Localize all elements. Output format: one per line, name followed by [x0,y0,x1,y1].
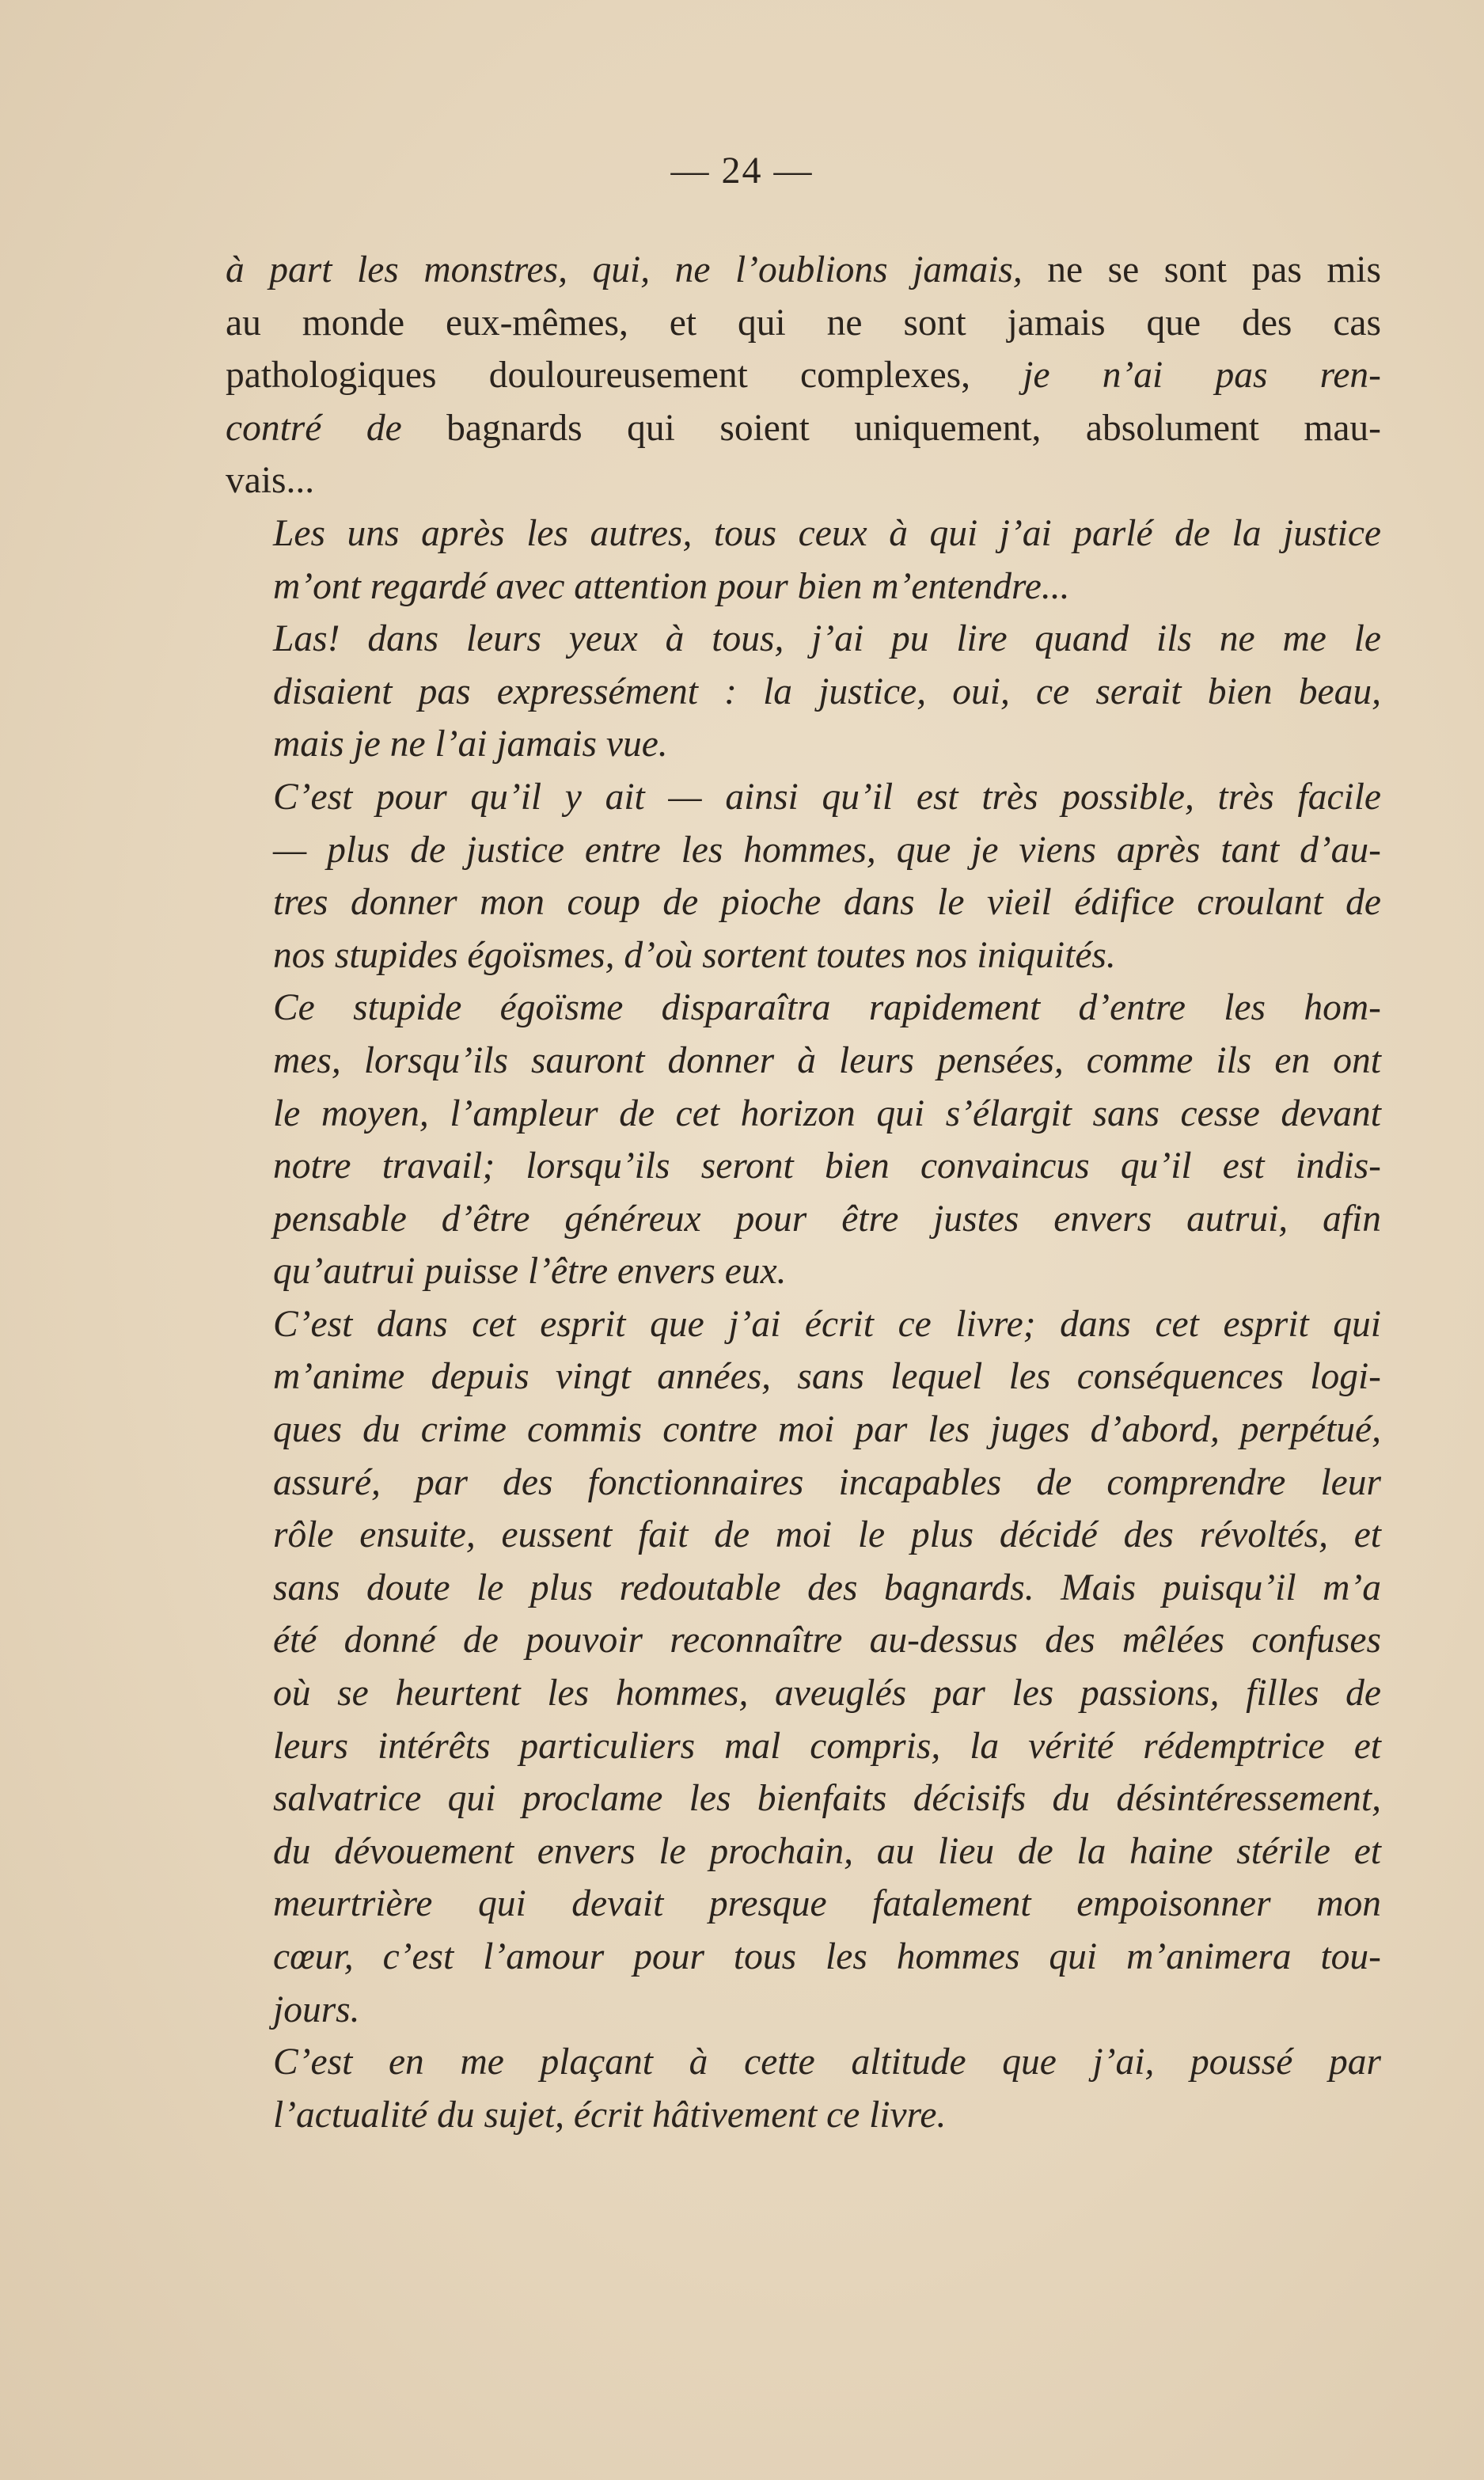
text-line [226,1088,1381,1141]
text-segment: l’actualité du sujet, écrit hâtivement ce livre. [273,2094,947,2136]
text-segment: je n’ai pas ren- [1023,355,1382,397]
text-line [226,1245,1381,1298]
text-segment: été donné de pouvoir reconnaître au-dessus des mêlées confuses [273,1620,1381,1662]
text-line [226,349,1381,402]
text-segment: C’est en me plaçant à cette altitude que j’ai, poussé par [273,2041,1381,2083]
text-line [226,1140,1381,1193]
text-line [226,560,1381,613]
text-segment: m’ont regardé avec attention pour bien m’entendre... [273,565,1070,607]
text-segment: à part les monstres, qui, ne l’oublions jamais, [226,249,1023,291]
text-line [226,1298,1381,1351]
text-segment: ne se sont pas mis [1022,249,1381,291]
text-segment: Les uns après les autres, tous ceux à qui j’ai parlé de la justice [273,512,1381,554]
text-segment: ques du crime commis contre moi par les juges d’abord, perpétué, [273,1409,1381,1451]
text-segment: notre travail; lorsqu’ils seront bien convaincus qu’il est indis- [273,1145,1381,1187]
body-text [226,244,1381,2141]
text-line [226,1984,1381,2037]
text-line [226,1878,1381,1931]
text-segment: m’anime depuis vingt années, sans lequel les conséquences logi- [273,1356,1381,1398]
text-segment: le moyen, l’ampleur de cet horizon qui s’élargit sans cesse devant [273,1092,1381,1134]
text-line [226,297,1381,350]
text-line [226,244,1381,297]
text-segment: cœur, c’est l’amour pour tous les hommes qui m’animera tou- [273,1936,1381,1977]
text-line [226,2089,1381,2142]
text-line [226,1403,1381,1456]
text-segment: sans doute le plus redoutable des bagnards. Mais puisqu’il m’a [273,1567,1381,1608]
paragraph-7 [226,2036,1381,2141]
text-segment: salvatrice qui proclame les bienfaits décisifs du désintéressement, [273,1778,1381,1820]
text-line [226,771,1381,824]
text-segment: bagnards qui soient uniquement, absolument mau- [401,407,1381,449]
text-segment: leurs intérêts particuliers mal compris, la vérité rédemptrice et [273,1725,1381,1767]
text-line [226,402,1381,455]
text-line [226,666,1381,719]
paragraph-3 [226,613,1381,771]
text-segment: tres donner mon coup de pioche dans le vieil édifice croulant de [273,882,1381,924]
text-line [226,1456,1381,1510]
text-segment: vais... [226,460,315,502]
text-segment: du dévouement envers le prochain, au lieu de la haine stérile et [273,1830,1381,1872]
text-segment: nos stupides égoïsmes, d’où sortent toutes nos iniquités. [273,934,1116,976]
paragraph-5 [226,982,1381,1298]
text-line [226,1562,1381,1615]
text-segment: rôle ensuite, eussent fait de moi le plus décidé des révoltés, et [273,1514,1381,1556]
text-line [226,718,1381,771]
text-segment: jours. [273,1988,360,2030]
text-segment: contré de [226,407,402,449]
text-line [226,1350,1381,1403]
text-line [226,507,1381,560]
text-segment: mais je ne l’ai jamais vue. [273,723,668,765]
text-segment: — plus de justice entre les hommes, que je viens après tant d’au- [273,829,1381,871]
text-line [226,1931,1381,1984]
text-segment: disaient pas expressément : la justice, oui, ce serait bien beau, [273,670,1381,712]
text-line [226,2036,1381,2089]
page-number: — 24 — [670,150,814,192]
text-line [226,1509,1381,1562]
text-line [226,1035,1381,1088]
text-segment: C’est dans cet esprit que j’ai écrit ce livre; dans cet esprit qui [273,1303,1381,1345]
paragraph-1 [226,244,1381,507]
text-segment: qu’autrui puisse l’être envers eux. [273,1251,787,1293]
paragraph-6 [226,1298,1381,2036]
text-segment: assuré, par des fonctionnaires incapables de comprendre leur [273,1461,1381,1503]
text-line [226,1667,1381,1720]
paragraph-4 [226,771,1381,982]
text-segment: Ce stupide égoïsme disparaîtra rapidement d’entre les hom- [273,987,1381,1029]
text-line [226,454,1381,507]
text-segment: pensable d’être généreux pour être justes envers autrui, afin [273,1198,1381,1240]
text-line [226,929,1381,982]
text-segment: où se heurtent les hommes, aveuglés par les passions, filles de [273,1673,1381,1715]
text-line [226,613,1381,666]
paragraph-2 [226,507,1381,613]
text-segment: meurtrière qui devait presque fatalement empoisonner mon [273,1883,1381,1925]
text-line [226,876,1381,929]
text-line [226,1825,1381,1878]
text-segment: C’est pour qu’il y ait — ainsi qu’il est très possible, très facile [273,776,1381,818]
text-line [226,824,1381,877]
text-line [226,1193,1381,1246]
text-segment: au monde eux-mêmes, et qui ne sont jamais que des cas [226,302,1381,344]
text-line [226,1614,1381,1667]
text-segment: mes, lorsqu’ils sauront donner à leurs pensées, comme ils en ont [273,1039,1381,1081]
text-segment: pathologiques douloureusement complexes, [226,355,1023,397]
text-line [226,1720,1381,1773]
text-segment: Las! dans leurs yeux à tous, j’ai pu lire quand ils ne me le [273,618,1381,660]
text-line [226,982,1381,1035]
text-line [226,1772,1381,1825]
